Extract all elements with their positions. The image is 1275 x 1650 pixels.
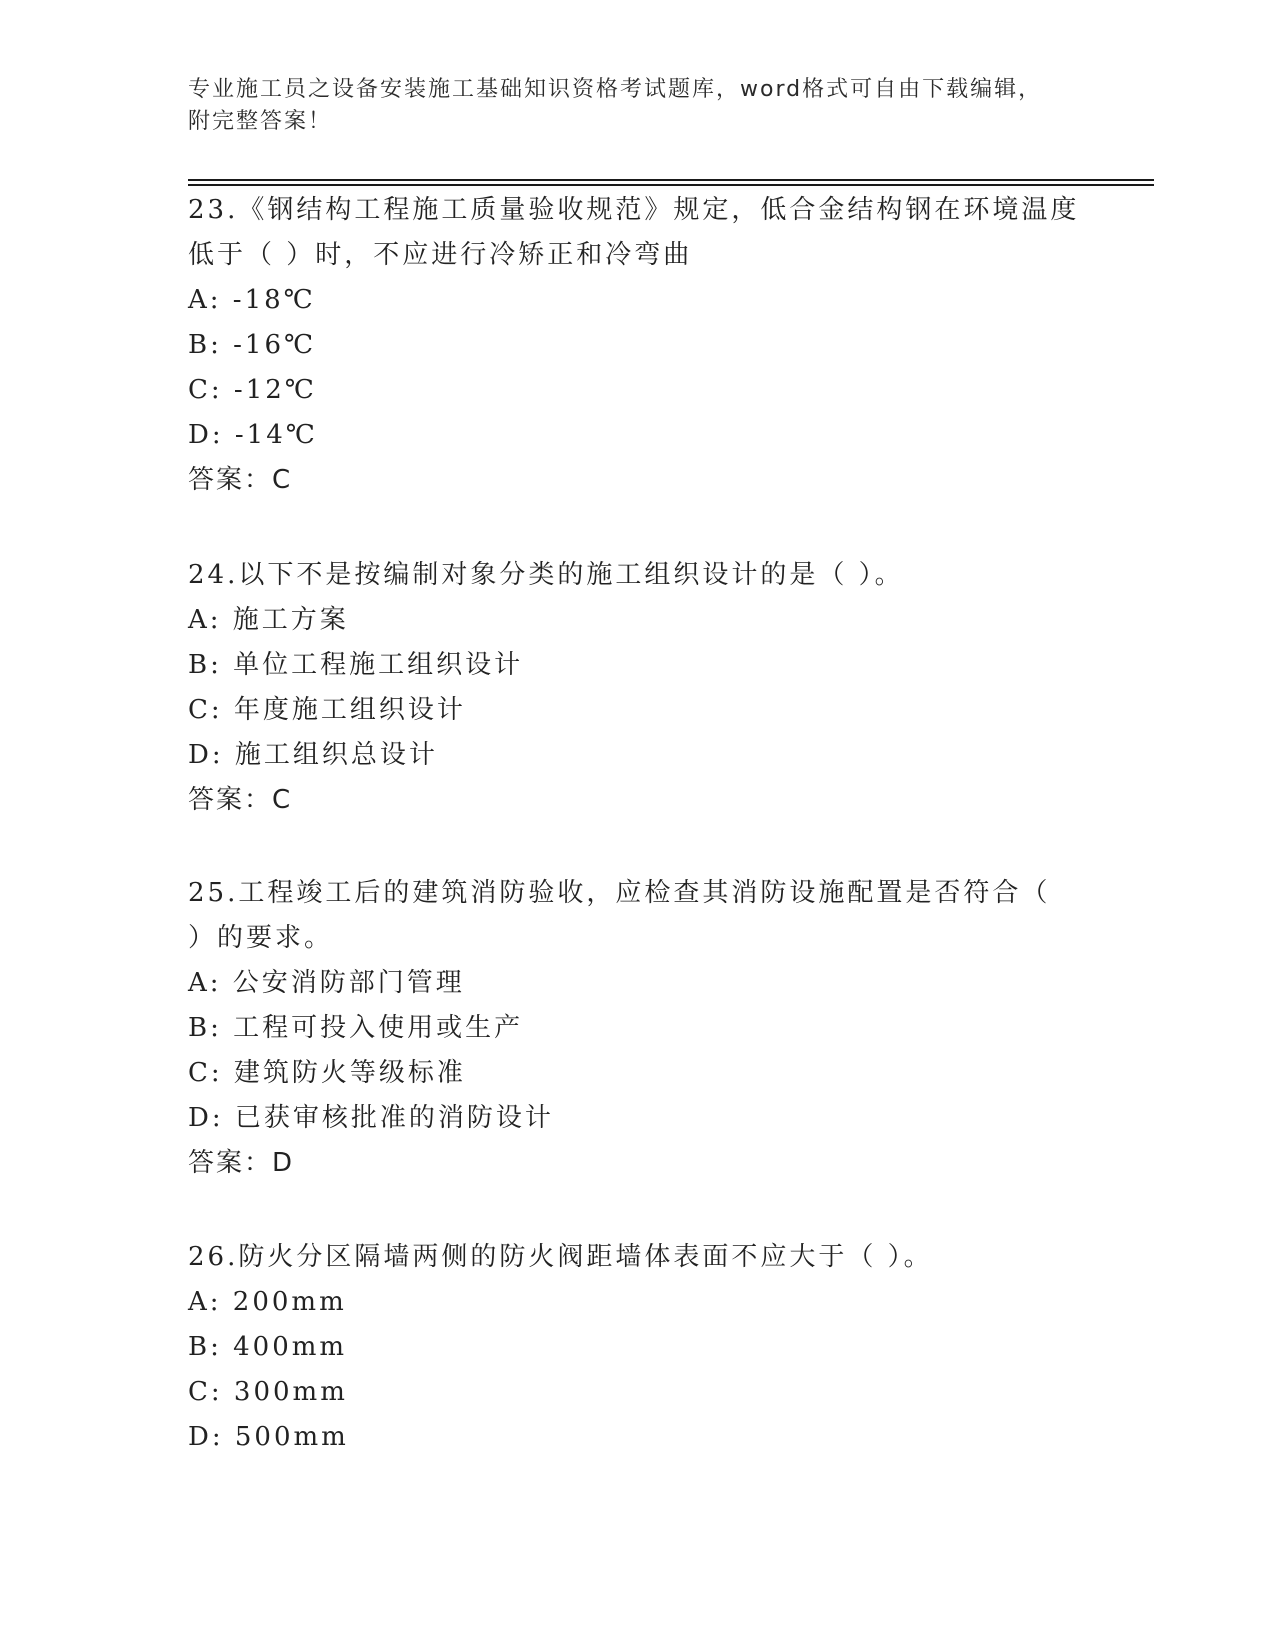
option-b: B: 工程可投入使用或生产 (188, 1013, 524, 1043)
question-stem: 23.《钢结构工程施工质量验收规范》规定，低合金结构钢在环境温度 (188, 195, 1080, 225)
option-d: D: 500mm (188, 1422, 349, 1452)
option-a: A: 200mm (188, 1287, 347, 1317)
question-26 (188, 1235, 1118, 1460)
header-line-2: 附完整答案！ (188, 109, 333, 134)
header-divider-top (188, 179, 1154, 181)
option-b: B: -16℃ (188, 330, 317, 360)
option-a: A: 施工方案 (188, 605, 349, 635)
option-b: B: 单位工程施工组织设计 (188, 650, 524, 680)
option-b: B: 400mm (188, 1332, 348, 1362)
option-d: D: 施工组织总设计 (188, 740, 438, 770)
answer: 答案：C (188, 465, 293, 495)
header-divider-bottom (188, 184, 1154, 186)
option-c: C: 300mm (188, 1377, 348, 1407)
option-c: C: -12℃ (188, 375, 317, 405)
answer: 答案：D (188, 1148, 295, 1178)
option-a: A: 公安消防部门管理 (188, 968, 465, 998)
question-stem: 24.以下不是按编制对象分类的施工组织设计的是（ ）。 (188, 560, 904, 590)
option-d: D: -14℃ (188, 420, 318, 450)
question-stem: 25.工程竣工后的建筑消防验收，应检查其消防设施配置是否符合（ (188, 878, 1051, 908)
option-d: D: 已获审核批准的消防设计 (188, 1103, 554, 1133)
header-line-1: 专业施工员之设备安装施工基础知识资格考试题库，word格式可自由下载编辑， (188, 77, 1043, 102)
question-24 (188, 553, 1118, 823)
question-23 (188, 188, 1118, 503)
answer: 答案：C (188, 785, 293, 815)
option-c: C: 年度施工组织设计 (188, 695, 466, 725)
question-stem: 26.防火分区隔墙两侧的防火阀距墙体表面不应大于（ ）。 (188, 1242, 933, 1272)
option-a: A: -18℃ (188, 285, 316, 315)
question-stem: ）的要求。 (188, 923, 334, 953)
question-25 (188, 871, 1118, 1186)
document-header (188, 74, 1088, 138)
option-c: C: 建筑防火等级标准 (188, 1058, 466, 1088)
question-stem: 低于（ ）时，不应进行冷矫正和冷弯曲 (188, 240, 693, 270)
